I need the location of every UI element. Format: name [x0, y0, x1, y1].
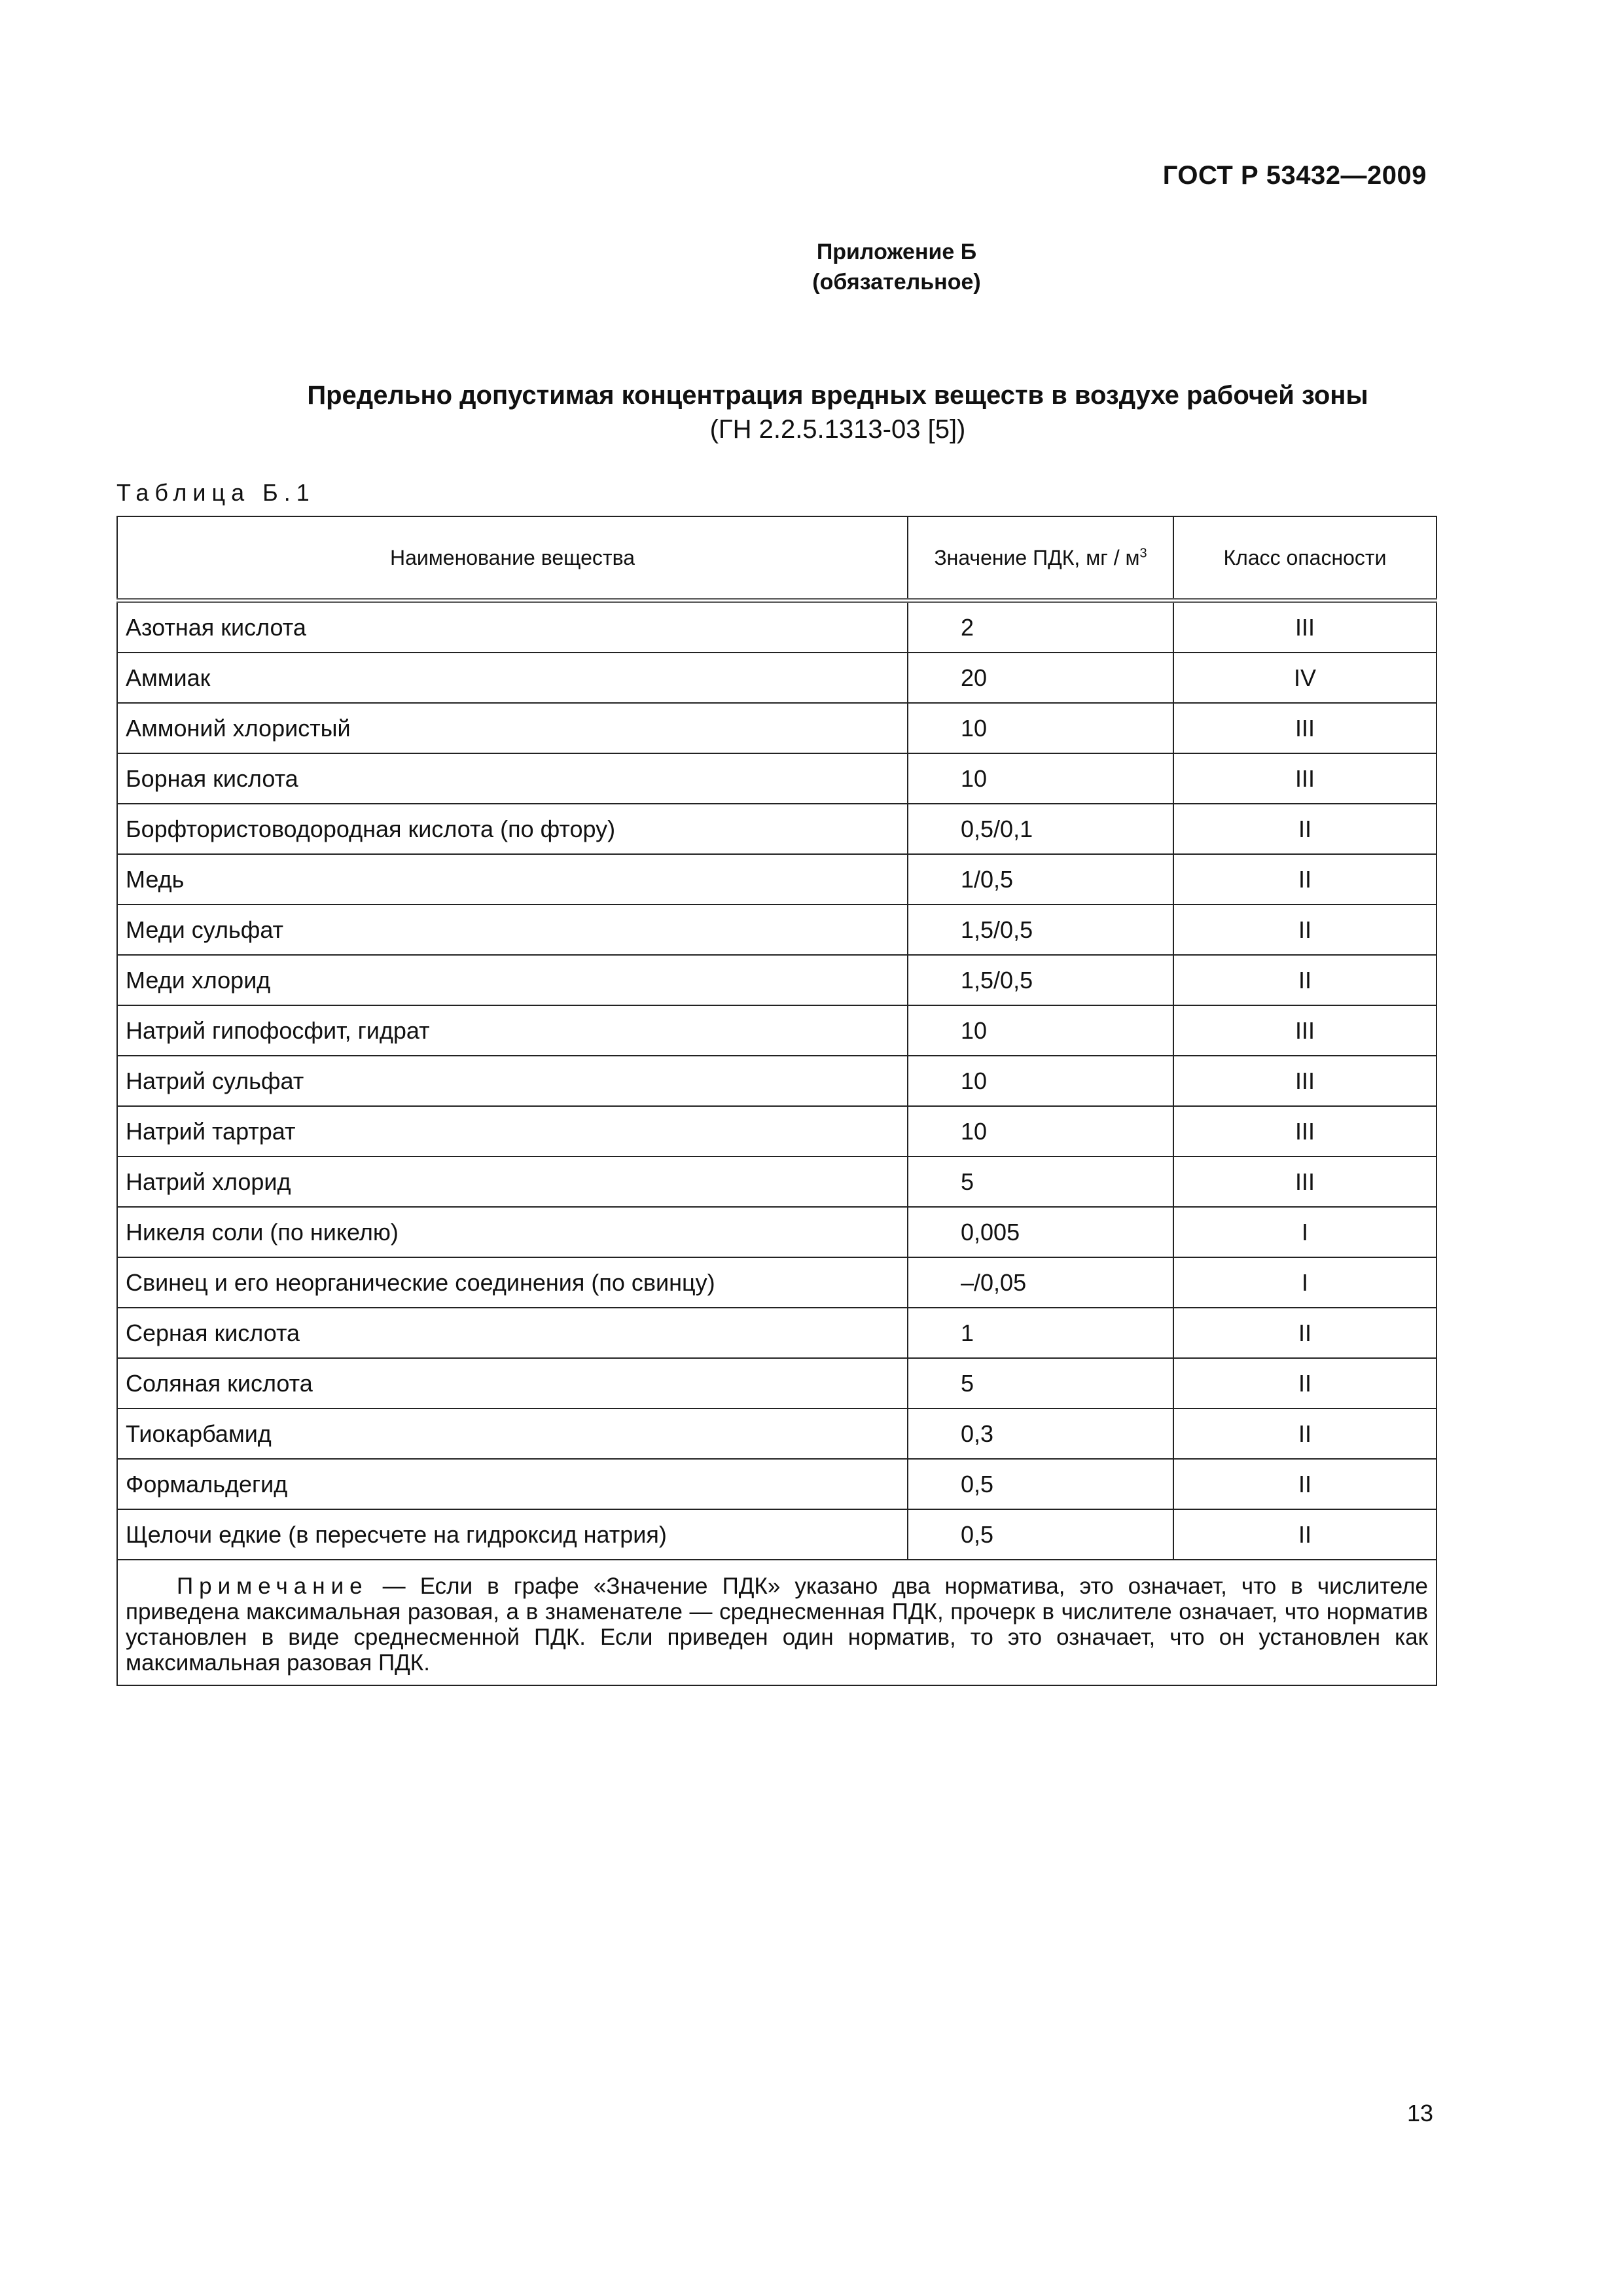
header-mpc-value — [908, 516, 1173, 601]
hazard-class-cell: II — [1173, 1509, 1436, 1560]
mpc-value-cell: 20 — [908, 653, 1173, 703]
substance-name-cell: Натрий хлорид — [117, 1157, 908, 1207]
table-row — [117, 854, 1436, 905]
table-row — [117, 1207, 1436, 1257]
annex-heading — [0, 237, 1623, 297]
table-row — [117, 905, 1436, 955]
table-row — [117, 1106, 1436, 1157]
document-title-source: (ГН 2.2.5.1313-03 [5]) — [709, 415, 966, 444]
note-label: Примечание — [177, 1573, 368, 1599]
hazard-class-cell: II — [1173, 1358, 1436, 1408]
mpc-value-cell: 1,5/0,5 — [908, 905, 1173, 955]
table-row — [117, 703, 1436, 753]
mpc-value-cell: 10 — [908, 753, 1173, 804]
mpc-table — [116, 516, 1437, 1686]
substance-name-cell: Аммиак — [117, 653, 908, 703]
hazard-class-cell: II — [1173, 955, 1436, 1005]
table-row — [117, 955, 1436, 1005]
mpc-value-cell: 1 — [908, 1308, 1173, 1358]
header-substance-name: Наименование вещества — [117, 516, 908, 601]
mpc-value-cell: 5 — [908, 1157, 1173, 1207]
table-row — [117, 1509, 1436, 1560]
table-row — [117, 1157, 1436, 1207]
mpc-value-cell: 10 — [908, 703, 1173, 753]
table-row — [117, 753, 1436, 804]
table-note-row — [117, 1560, 1436, 1685]
mpc-value-cell: 0,5/0,1 — [908, 804, 1173, 854]
hazard-class-cell: II — [1173, 1308, 1436, 1358]
mpc-value-cell: 10 — [908, 1005, 1173, 1056]
table-body — [117, 601, 1436, 1560]
mpc-value-cell: 10 — [908, 1056, 1173, 1106]
mpc-value-cell: 2 — [908, 601, 1173, 653]
hazard-class-cell: II — [1173, 1459, 1436, 1509]
document-title — [0, 378, 1623, 446]
hazard-class-cell: II — [1173, 905, 1436, 955]
note-text: — Если в графе «Значение ПДК» указано два норматива, это означает, что в числителе приведена максимальная разовая, а в знаменателе — среднесменная ПДК, прочерк в числителе означает, что норматив установлен в виде среднесменной ПДК. Если приведен один норматив, то это означает, что он установлен как максимальная разовая ПДК. — [126, 1573, 1428, 1676]
mpc-value-cell: 0,005 — [908, 1207, 1173, 1257]
substance-name-cell: Свинец и его неорганические соединения (по свинцу) — [117, 1257, 908, 1308]
substance-name-cell: Борная кислота — [117, 753, 908, 804]
hazard-class-cell: I — [1173, 1207, 1436, 1257]
mpc-value-cell: 0,5 — [908, 1509, 1173, 1560]
mpc-value-cell: 0,5 — [908, 1459, 1173, 1509]
mpc-value-cell: –/0,05 — [908, 1257, 1173, 1308]
document-title-main: Предельно допустимая концентрация вредных веществ в воздухе рабочей зоны — [307, 381, 1368, 410]
hazard-class-cell: II — [1173, 854, 1436, 905]
table-row — [117, 1358, 1436, 1408]
substance-name-cell: Серная кислота — [117, 1308, 908, 1358]
hazard-class-cell: III — [1173, 1056, 1436, 1106]
table-row — [117, 1257, 1436, 1308]
substance-name-cell: Азотная кислота — [117, 601, 908, 653]
table-caption: Таблица Б.1 — [116, 479, 315, 506]
mpc-value-cell: 1,5/0,5 — [908, 955, 1173, 1005]
substance-name-cell: Натрий тартрат — [117, 1106, 908, 1157]
table-row — [117, 1056, 1436, 1106]
standard-code: ГОСТ Р 53432—2009 — [1162, 161, 1427, 190]
hazard-class-cell: I — [1173, 1257, 1436, 1308]
substance-name-cell: Натрий гипофосфит, гидрат — [117, 1005, 908, 1056]
table-row — [117, 1408, 1436, 1459]
hazard-class-cell: III — [1173, 1005, 1436, 1056]
substance-name-cell: Меди хлорид — [117, 955, 908, 1005]
mpc-value-cell: 5 — [908, 1358, 1173, 1408]
substance-name-cell: Соляная кислота — [117, 1358, 908, 1408]
hazard-class-cell: III — [1173, 1106, 1436, 1157]
substance-name-cell: Борфтористоводородная кислота (по фтору) — [117, 804, 908, 854]
table-header-row — [117, 516, 1436, 601]
substance-name-cell: Меди сульфат — [117, 905, 908, 955]
hazard-class-cell: III — [1173, 703, 1436, 753]
annex-status: (обязательное) — [812, 270, 981, 295]
mpc-value-cell: 10 — [908, 1106, 1173, 1157]
table-note — [117, 1560, 1436, 1685]
hazard-class-cell: III — [1173, 1157, 1436, 1207]
substance-name-cell: Никеля соли (по никелю) — [117, 1207, 908, 1257]
table-row — [117, 1459, 1436, 1509]
substance-name-cell: Натрий сульфат — [117, 1056, 908, 1106]
table-row — [117, 1308, 1436, 1358]
hazard-class-cell: III — [1173, 601, 1436, 653]
header-mpc-value-text: Значение ПДК, мг / м — [934, 545, 1140, 569]
table-row — [117, 804, 1436, 854]
substance-name-cell: Формальдегид — [117, 1459, 908, 1509]
table-row — [117, 601, 1436, 653]
hazard-class-cell: IV — [1173, 653, 1436, 703]
header-mpc-value-sup: 3 — [1139, 545, 1147, 560]
mpc-value-cell: 1/0,5 — [908, 854, 1173, 905]
page-number: 13 — [1406, 2100, 1433, 2126]
substance-name-cell: Тиокарбамид — [117, 1408, 908, 1459]
table-row — [117, 1005, 1436, 1056]
hazard-class-cell: III — [1173, 753, 1436, 804]
substance-name-cell: Аммоний хлористый — [117, 703, 908, 753]
hazard-class-cell: II — [1173, 804, 1436, 854]
hazard-class-cell: II — [1173, 1408, 1436, 1459]
substance-name-cell: Щелочи едкие (в пересчете на гидроксид натрия) — [117, 1509, 908, 1560]
header-hazard-class: Класс опасности — [1173, 516, 1436, 601]
substance-name-cell: Медь — [117, 854, 908, 905]
table-row — [117, 653, 1436, 703]
annex-title: Приложение Б — [816, 240, 977, 264]
mpc-value-cell: 0,3 — [908, 1408, 1173, 1459]
